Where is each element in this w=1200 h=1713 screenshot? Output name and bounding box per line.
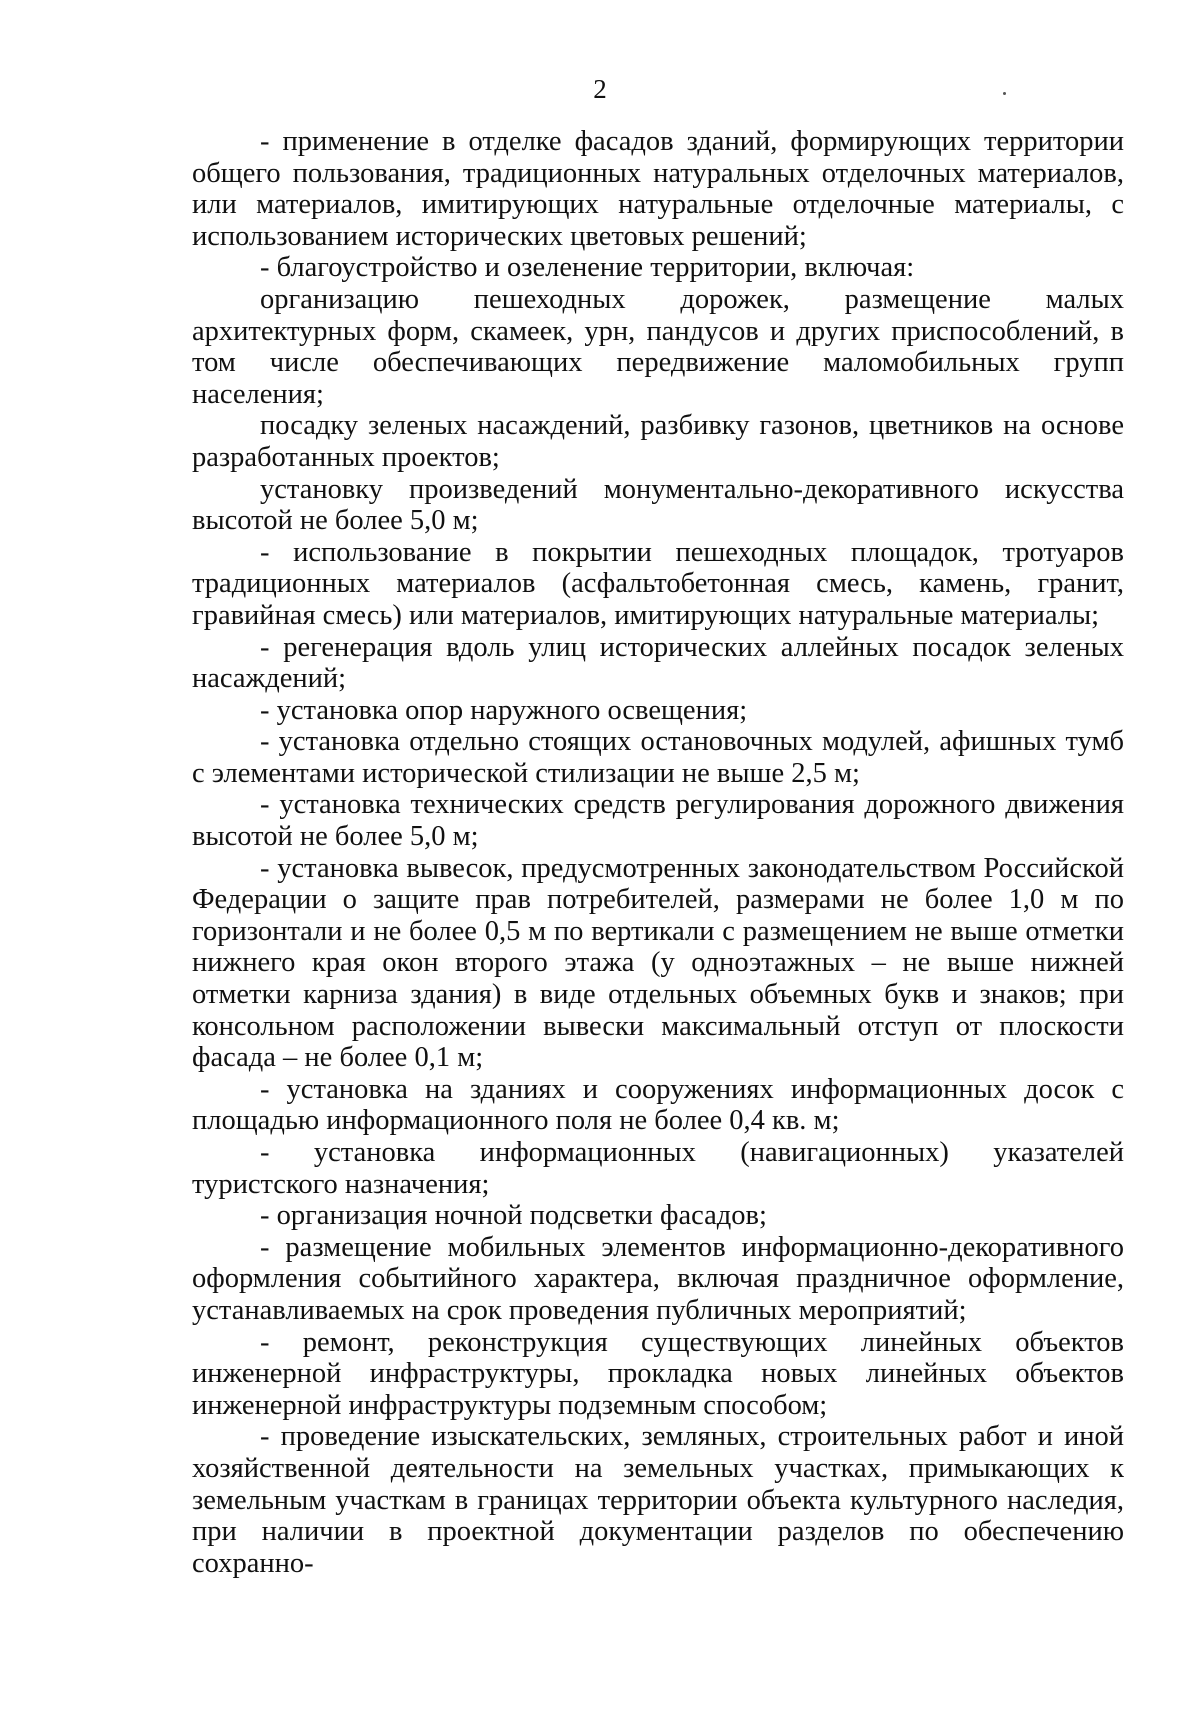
paragraph: - организация ночной подсветки фасадов; [260, 1200, 767, 1232]
paragraph: - благоустройство и озеленение территории, включая: [260, 252, 915, 284]
paragraph: - размещение мобильных элементов информационно-декоративного оформления событийного характера, включая праздничное оформление, устанавливаемых на срок проведения публичных мероприятий; [192, 1231, 1124, 1326]
paragraph: - применение в отделке фасадов зданий, формирующих территории общего пользования, традиционных натуральных отделочных материалов, или материалов, имитирующих натуральные отделочные материалы, с использованием исторических цветовых решений; [192, 126, 1124, 252]
paragraph: - проведение изыскательских, земляных, строительных работ и иной хозяйственной деятельности на земельных участках, примыкающих к земельным участкам в границах территории объекта культурного наследия, при наличии в проектной документации разделов по обеспечению сохранно- [192, 1421, 1124, 1579]
paragraph: посадку зеленых насаждений, разбивку газонов, цветников на основе разработанных проектов; [192, 410, 1124, 473]
paragraph: - регенерация вдоль улиц исторических аллейных посадок зеленых насаждений; [192, 631, 1124, 695]
paragraph: - установка технических средств регулирования дорожного движения высотой не более 5,0 м; [192, 789, 1124, 853]
paragraph: - установка отдельно стоящих остановочных модулей, афишных тумб с элементами исторической стилизации не выше 2,5 м; [192, 726, 1124, 789]
page-number: 2 [593, 74, 607, 104]
paragraph: - установка вывесок, предусмотренных законодательством Российской Федерации о защите прав потребителей, размерами не более 1,0 м по горизонтали и не более 0,5 м по вертикали с размещением не выше отметки нижнего края окон второго этажа (у одноэтажных – не выше нижней отметки карниза здания) в виде отдельных объемных букв и знаков; при консольном расположении вывески максимальный отступ от плоскости фасада – не более 0,1 м; [192, 852, 1124, 1074]
paragraph: - установка на зданиях и сооружениях информационных досок с площадью информационного поля не более 0,4 кв. м; [192, 1073, 1124, 1137]
paragraph: установку произведений монументально-декоративного искусства высотой не более 5,0 м; [192, 473, 1124, 537]
paragraph: - ремонт, реконструкция существующих линейных объектов инженерной инфраструктуры, прокладка новых линейных объектов инженерной инфраструктуры подземным способом; [192, 1326, 1124, 1421]
scan-speck [1003, 92, 1006, 95]
paragraph: - установка информационных (навигационных) указателей туристского назначения; [192, 1137, 1124, 1200]
paragraph: - использование в покрытии пешеходных площадок, тротуаров традиционных материалов (асфальтобетонная смесь, камень, гранит, гравийная смесь) или материалов, имитирующих натуральные материалы; [192, 536, 1124, 631]
document-body [192, 126, 1124, 1579]
paragraph: - установка опор наружного освещения; [260, 694, 748, 726]
paragraph: организацию пешеходных дорожек, размещение малых архитектурных форм, скамеек, урн, пандусов и других приспособлений, в том числе обеспечивающих передвижение маломобильных групп населения; [192, 283, 1124, 410]
